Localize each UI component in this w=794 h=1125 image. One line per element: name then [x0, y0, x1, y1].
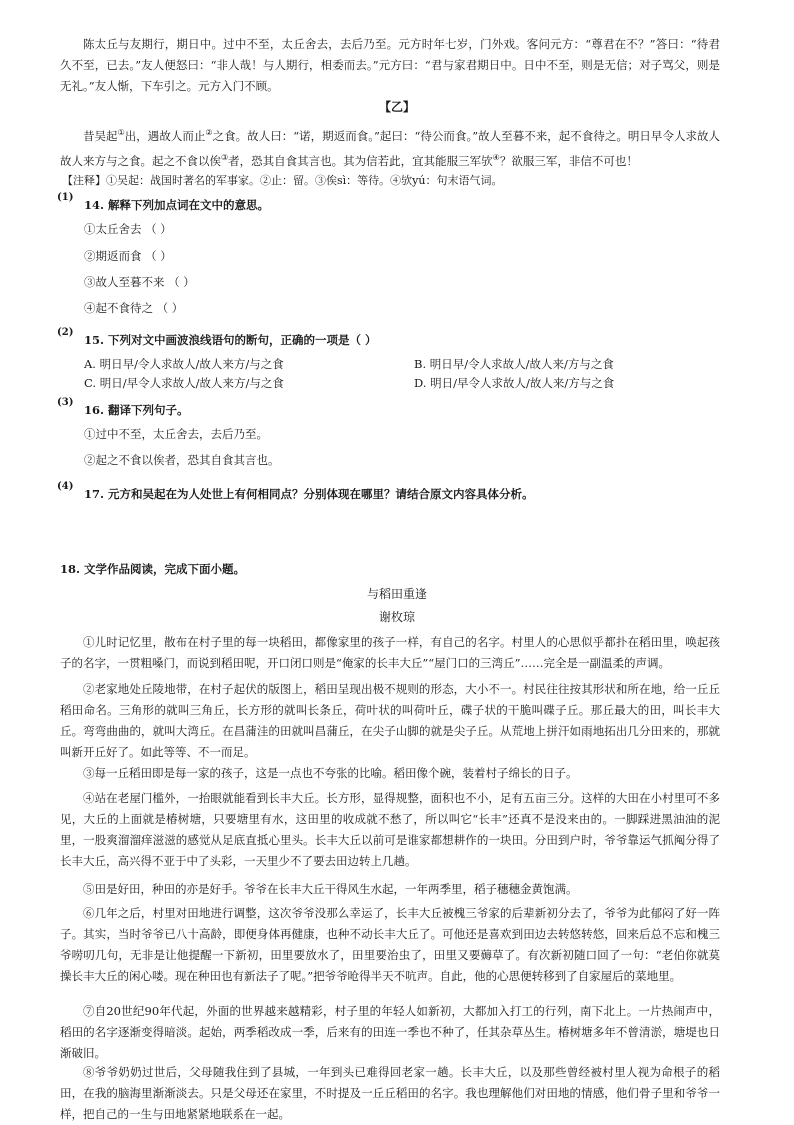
footnote-mark-4: ④ — [492, 152, 500, 162]
article-paragraph-7: ⑦自20世纪90年代起，外面的世界越来越精彩，村子里的年轻人如新初，大都加入打工的行列，南下北上。一片热闹声中，稻田的名字逐渐变得暗淡。起始，两季稻改成一季，后来有的田连一季也不种了，任其杂草丛生。椿树塘多年不曾清淤，塘堤也日渐破旧。 — [60, 1004, 720, 1060]
q2-option-d[interactable]: D. 明日/早令人求故人/故人来/方与之食 — [414, 376, 615, 390]
article-paragraph-4: ④站在老屋门槛外，一抬眼就能看到长丰大丘。长方形，显得规整，面积也不小，足有五亩三分。这样的大田在小村里可不多见，大丘的上面就是椿树塘，只要塘里有水，这田里的收成就不愁了，所以叫它“长丰”还真不是没来由的。一脚踩进黑油油的泥里，一股爽溜溜痒滋滋的感觉从足底直抵心里头。长丰大丘以前可是谁家都想耕作的一块田。分田到户时，爷爷靠运气抓阄分得了长丰大丘，高兴得不亚于中了头彩，一天里少不了要去田边转上几趟。 — [60, 791, 720, 868]
q3-prompt: 16. 翻译下列句子。 — [84, 403, 189, 417]
article-paragraph-6: ⑥几年之后，村里对田地进行调整，这次爷爷没那么幸运了，长丰大丘被槐三爷家的后辈新初分去了，爷爷为此郁闷了好一阵子。其实，当时爷爷已八十高龄，即便身体再健康，也种不动长丰大丘了。可他还是喜欢到田边去转悠转悠，回来后总不忘和槐三爷唠叨几句，无非是让他提醒一下新初，田里要放水了，田里要治虫了，田里又要薅草了。有次新初随口回了一句：“老伯你就莫操长丰大丘的闲心喽。现在种田也有新法子了呢。”把爷爷呛得半天不吭声。自此，他的心思便转移到了自家屋后的菜地里。 — [60, 906, 720, 983]
article-paragraph-3: ③每一丘稻田即是每一家的孩子，这是一点也不夸张的比喻。稻田像个碗，装着村子绵长的日子。 — [83, 766, 578, 780]
yi-text-b: 出，遇故人而止 — [124, 128, 206, 143]
q2-tag: (2) — [57, 327, 74, 338]
yi-text-d: 者，恐其自食其言也。其为信若此，宜其能服三军欤 — [228, 153, 493, 168]
yi-text-a: 昔吴起 — [83, 128, 118, 143]
q1-item-3[interactable]: ③故人至暮不来 （ ） — [84, 275, 195, 289]
article-title: 与稻田重逢 — [366, 587, 427, 601]
article-paragraph-5: ⑤田是好田，种田的亦是好手。爷爷在长丰大丘干得风生水起，一年两季里，稻子穗穗金黄饱满。 — [83, 882, 578, 896]
q2-option-b[interactable]: B. 明日早/令人求故人/故人来/方与之食 — [414, 357, 614, 371]
yi-paragraph — [60, 122, 720, 172]
article-author: 谢枚琼 — [378, 610, 415, 624]
article-paragraph-1: ①儿时记忆里，散布在村子里的每一块稻田，都像家里的孩子一样，有自己的名字。村里人的心思似乎都扑在稻田里，唤起孩子的名字，一贯粗嗓门，而说到稻田呢，开口闭口则是“俺家的长丰大丘”“屋门口的三湾丘”……完全是一副温柔的声调。 — [60, 635, 720, 670]
q18-heading: 18. 文学作品阅读，完成下面小题。 — [60, 562, 246, 576]
footnote-mark-3: ③ — [221, 152, 229, 162]
article-paragraph-2: ②老家地处丘陵地带，在村子起伏的版图上，稻田呈现出极不规则的形态，大小不一。村民往往按其形状和所在地，给一丘丘稻田命名。三角形的就叫三角丘，长方形的就叫长条丘，荷叶状的叫荷叶丘，碟子状的干脆叫碟子丘。那丘最大的田，叫长丰大丘。弯弯曲曲的，就叫大湾丘。在昌蒲洼的田就叫昌蒲丘，在尖子山脚的就是尖子丘。从荒地上拼汗如雨地拓出几分田来的，那就叫新开丘好了。如此等等、不一而足。 — [60, 682, 720, 759]
q3-item-1: ①过中不至，太丘舍去，去后乃至。 — [84, 427, 268, 441]
footnote-mark-2: ② — [205, 128, 213, 137]
q2-option-c[interactable]: C. 明日/早令人求故人/故人来方/与之食 — [84, 376, 284, 390]
yi-heading: 【乙】 — [378, 100, 415, 114]
q4-prompt: 17. 元方和吴起在为人处世上有何相同点？分别体现在哪里？请结合原文内容具体分析。 — [84, 487, 534, 501]
q1-item-1[interactable]: ①太丘舍去 （ ） — [84, 222, 172, 236]
article-paragraph-8: ⑧爷爷奶奶过世后，父母随我住到了县城，一年到头已难得回老家一趟。长丰大丘，以及那些曾经被村里人视为命根子的稻田，在我的脑海里渐渐淡去。只是父母还在家里，不时提及一丘丘稻田的名字。我也理解他们对田地的情感，他们骨子里和爷爷一样，把自己的一生与田地紧紧地联系在一起。 — [60, 1065, 720, 1121]
q2-option-a[interactable]: A. 明日早/令人求故人/故人来方/与之食 — [84, 357, 284, 371]
footnote-mark-1: ① — [117, 128, 125, 137]
q1-item-2[interactable]: ②期返而食 （ ） — [84, 249, 172, 263]
q3-tag: (3) — [57, 397, 74, 408]
q2-prompt: 15. 下列对文中画波浪线语句的断句，正确的一项是（ ） — [84, 333, 377, 347]
jia-paragraph: 陈太丘与友期行，期日中。过中不至，太丘舍去，去后乃至。元方时年七岁，门外戏。客问元方：“尊君在不？”答曰：“待君久不至，已去。”友人便怒曰：“非人哉！与人期行，相委而去。”元方曰：“君与家君期日中。日中不至，则是无信；对子骂父，则是无礼。”友人惭，下车引之。元方入门不顾。 — [60, 37, 720, 93]
q4-tag: (4) — [57, 481, 74, 492]
q1-item-4[interactable]: ④起不食待之 （ ） — [84, 301, 184, 315]
q1-tag: (1) — [57, 192, 74, 203]
q3-item-2: ②起之不食以俟者，恐其自食其言也。 — [84, 453, 280, 467]
yi-annotation: 【注释】①吴起：战国时著名的军事家。②止：留。③俟sì：等待。④欤yú：句末语气词。 — [62, 174, 503, 187]
yi-text-c: 之食。故人曰：“诺，期返而食。”起曰：“待公而食。”故人至暮不来，起不食待之。明日早令人求故人故人来方与之食。起之不食以俟 — [60, 128, 721, 168]
yi-text-e: ？欲服三军，非信不可也！ — [499, 153, 638, 168]
q1-prompt: 14. 解释下列加点词在文中的意思。 — [84, 198, 270, 212]
